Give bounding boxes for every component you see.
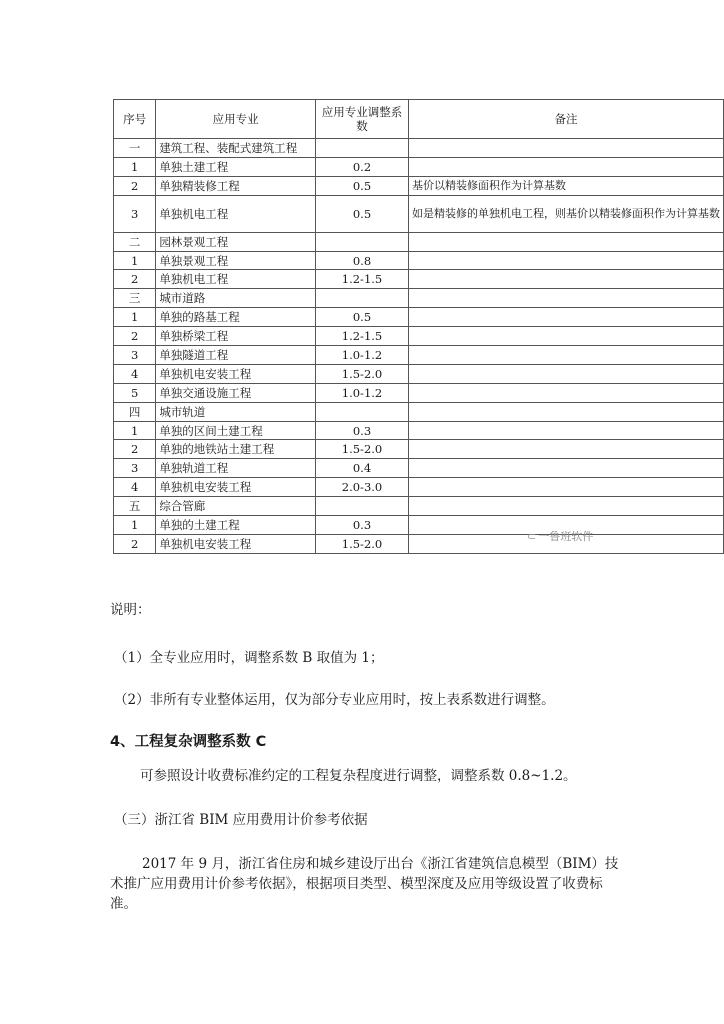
cell-remark (408, 346, 723, 365)
cell-no: 二 (114, 232, 156, 251)
cell-remark (408, 364, 723, 383)
cell-remark (408, 459, 723, 478)
table-row (114, 478, 724, 497)
cell-no: 1 (114, 251, 156, 270)
table-row (114, 534, 724, 553)
cell-no: 3 (114, 346, 156, 365)
section-heading-zhejiang: （三）浙江省 BIM 应用费用计价参考依据 (114, 812, 368, 828)
cell-remark (408, 421, 723, 440)
watermark-logo-icon: ⊂ (527, 529, 537, 543)
cell-remark (408, 157, 723, 176)
cell-no: 1 (114, 421, 156, 440)
note-item-2: （2）非所有专业整体运用，仅为部分专业应用时，按上表系数进行调整。 (114, 692, 555, 708)
table-row (114, 308, 724, 327)
cell-remark: 如是精装修的单独机电工程，则基价以精装修面积作为计算基数 (408, 195, 723, 232)
cell-coefficient: 1.0-1.2 (316, 346, 409, 365)
cell-coefficient: 1.5-2.0 (316, 364, 409, 383)
table-row (114, 139, 724, 158)
cell-no: 3 (114, 195, 156, 232)
cell-remark (408, 497, 723, 516)
cell-coefficient: 1.5-2.0 (316, 440, 409, 459)
cell-no: 一 (114, 139, 156, 158)
table-row (114, 251, 724, 270)
cell-no: 2 (114, 534, 156, 553)
header-specialty: 应用专业 (156, 100, 316, 139)
cell-coefficient: 1.5-2.0 (316, 534, 409, 553)
cell-specialty: 单独的区间土建工程 (156, 421, 316, 440)
table-row (114, 421, 724, 440)
cell-coefficient: 0.8 (316, 251, 409, 270)
cell-coefficient: 0.4 (316, 459, 409, 478)
cell-coefficient: 0.3 (316, 516, 409, 535)
header-coefficient: 应用专业调整系数 (316, 100, 409, 139)
cell-specialty: 园林景观工程 (156, 232, 316, 251)
header-no: 序号 (114, 100, 156, 139)
cell-specialty: 城市轨道 (156, 402, 316, 421)
cell-specialty: 单独轨道工程 (156, 459, 316, 478)
cell-no: 4 (114, 478, 156, 497)
cell-remark (408, 478, 723, 497)
cell-remark (408, 251, 723, 270)
cell-specialty: 单独的路基工程 (156, 308, 316, 327)
table-row (114, 327, 724, 346)
cell-specialty: 单独隧道工程 (156, 346, 316, 365)
cell-specialty: 建筑工程、装配式建筑工程 (156, 139, 316, 158)
cell-coefficient (316, 232, 409, 251)
cell-remark (408, 139, 723, 158)
cell-remark (408, 232, 723, 251)
cell-no: 5 (114, 383, 156, 402)
cell-specialty: 单独桥梁工程 (156, 327, 316, 346)
table-row (114, 497, 724, 516)
cell-remark (408, 383, 723, 402)
cell-specialty: 单独的地铁站土建工程 (156, 440, 316, 459)
cell-coefficient: 0.3 (316, 421, 409, 440)
header-remark: 备注 (408, 100, 723, 139)
table-row (114, 516, 724, 535)
cell-no: 五 (114, 497, 156, 516)
table-row (114, 383, 724, 402)
table-row (114, 364, 724, 383)
cell-specialty: 综合管廊 (156, 497, 316, 516)
watermark (527, 528, 593, 544)
cell-specialty: 单独的土建工程 (156, 516, 316, 535)
cell-coefficient (316, 497, 409, 516)
cell-specialty: 单独机电安装工程 (156, 364, 316, 383)
cell-remark: 基价以精装修面积作为计算基数 (408, 176, 723, 195)
table-row (114, 289, 724, 308)
cell-specialty: 单独机电工程 (156, 270, 316, 289)
cell-coefficient (316, 402, 409, 421)
cell-remark (408, 308, 723, 327)
cell-coefficient: 1.0-1.2 (316, 383, 409, 402)
cell-no: 2 (114, 270, 156, 289)
table-row (114, 195, 724, 232)
cell-no: 三 (114, 289, 156, 308)
cell-remark (408, 270, 723, 289)
cell-no: 2 (114, 440, 156, 459)
coefficient-table (113, 99, 724, 554)
cell-specialty: 单独机电安装工程 (156, 478, 316, 497)
note-title: 说明： (110, 602, 151, 618)
cell-specialty: 单独交通设施工程 (156, 383, 316, 402)
table-row (114, 440, 724, 459)
table-header-row (114, 100, 724, 139)
table-row (114, 402, 724, 421)
paragraph-zhejiang: 2017 年 9 月，浙江省住房和城乡建设厅出台《浙江省建筑信息模型（BIM）技术推广应用费用计价参考依据》，根据项目类型、模型深度及应用等级设置了收费标准。 (110, 856, 619, 912)
cell-specialty: 单独精装修工程 (156, 176, 316, 195)
cell-no: 4 (114, 364, 156, 383)
cell-no: 四 (114, 402, 156, 421)
cell-coefficient: 1.2-1.5 (316, 327, 409, 346)
cell-no: 1 (114, 516, 156, 535)
cell-coefficient (316, 139, 409, 158)
table-row (114, 157, 724, 176)
cell-specialty: 单独机电安装工程 (156, 534, 316, 553)
table-row (114, 459, 724, 478)
cell-no: 1 (114, 308, 156, 327)
cell-remark (408, 402, 723, 421)
cell-coefficient: 0.5 (316, 308, 409, 327)
paragraph-complexity: 可参照设计收费标准约定的工程复杂程度进行调整，调整系数 0.8~1.2。 (140, 768, 577, 784)
heading-complexity-coefficient: 4、工程复杂调整系数 C (110, 734, 267, 750)
cell-specialty: 单独机电工程 (156, 195, 316, 232)
cell-specialty: 城市道路 (156, 289, 316, 308)
cell-no: 2 (114, 176, 156, 195)
table-row (114, 270, 724, 289)
cell-coefficient: 2.0-3.0 (316, 478, 409, 497)
note-item-1: （1）全专业应用时，调整系数 B 取值为 1； (114, 650, 384, 666)
cell-coefficient: 0.2 (316, 157, 409, 176)
cell-no: 2 (114, 327, 156, 346)
cell-specialty: 单独景观工程 (156, 251, 316, 270)
cell-coefficient: 0.5 (316, 176, 409, 195)
watermark-text: 一鲁班软件 (538, 530, 594, 543)
table-row (114, 176, 724, 195)
table-body (114, 139, 724, 554)
cell-remark (408, 440, 723, 459)
cell-coefficient: 0.5 (316, 195, 409, 232)
table-row (114, 232, 724, 251)
cell-no: 1 (114, 157, 156, 176)
table-row (114, 346, 724, 365)
cell-specialty: 单独土建工程 (156, 157, 316, 176)
cell-coefficient (316, 289, 409, 308)
cell-no: 3 (114, 459, 156, 478)
cell-remark (408, 327, 723, 346)
cell-remark (408, 289, 723, 308)
cell-coefficient: 1.2-1.5 (316, 270, 409, 289)
